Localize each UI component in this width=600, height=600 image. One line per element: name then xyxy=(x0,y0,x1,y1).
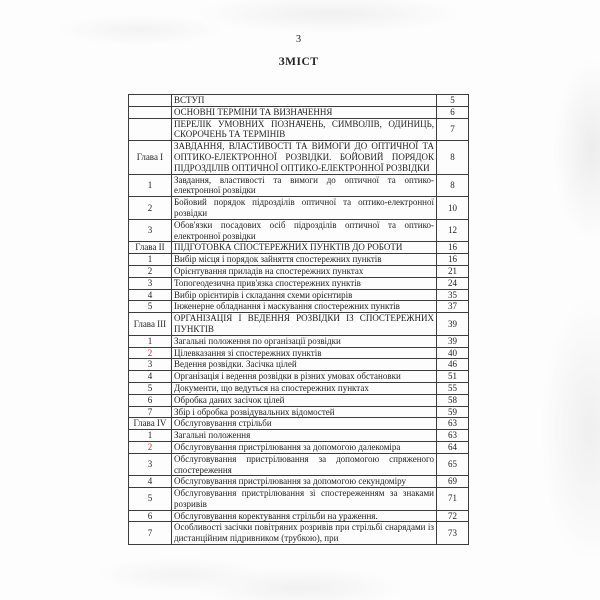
toc-chapter-cell: Глава IV xyxy=(129,418,172,430)
toc-chapter-cell: 5 xyxy=(129,488,172,511)
toc-chapter-cell: 2 xyxy=(129,441,172,453)
toc-row xyxy=(129,106,469,118)
toc-title-cell: Завдання, властивості та вимоги до оптичної та оптико-електронної розвідки xyxy=(172,174,437,197)
toc-title-cell: Загальні положення по організації розвідки xyxy=(172,335,437,347)
toc-page-cell: 21 xyxy=(437,265,469,277)
toc-page-cell: 71 xyxy=(437,488,469,511)
toc-page-cell: 6 xyxy=(437,106,469,118)
toc-title-cell: Топогеодезична прив'язка спостережних пунктів xyxy=(172,277,437,289)
toc-title-cell: Ведення розвідки. Засічка цілей xyxy=(172,359,437,371)
toc-row xyxy=(129,394,469,406)
toc-title-cell: Обробка даних засічок цілей xyxy=(172,394,437,406)
toc-row xyxy=(129,441,469,453)
toc-row xyxy=(129,277,469,289)
toc-row xyxy=(129,371,469,383)
toc-title-cell: Збір і обробка розвідувальних відомостей xyxy=(172,406,437,418)
toc-chapter-cell: 7 xyxy=(129,522,172,545)
toc-row xyxy=(129,382,469,394)
toc-table xyxy=(128,94,469,545)
toc-row xyxy=(129,289,469,301)
toc-title-cell: Інженерне обладнання і маскування спостережних пунктів xyxy=(172,301,437,313)
toc-row xyxy=(129,453,469,476)
toc-page-cell: 35 xyxy=(437,289,469,301)
toc-chapter-cell: 6 xyxy=(129,394,172,406)
toc-title-cell: ПЕРЕЛІК УМОВНИХ ПОЗНАЧЕНЬ, СИМВОЛІВ, ОДИНИЦЬ, СКОРОЧЕНЬ ТА ТЕРМІНІВ xyxy=(172,118,437,141)
toc-chapter-cell: 1 xyxy=(129,174,172,197)
toc-page-cell: 63 xyxy=(437,430,469,442)
toc-row xyxy=(129,522,469,545)
toc-title-cell: Документи, що ведуться на спостережних пунктах xyxy=(172,382,437,394)
toc-chapter-cell: 2 xyxy=(129,197,172,220)
toc-chapter-cell: 3 xyxy=(129,453,172,476)
toc-page-cell: 58 xyxy=(437,394,469,406)
toc-page-cell: 40 xyxy=(437,347,469,359)
toc-body xyxy=(129,95,469,545)
toc-page-cell: 39 xyxy=(437,313,469,336)
toc-title-cell: ОРГАНІЗАЦІЯ І ВЕДЕННЯ РОЗВІДКИ ІЗ СПОСТЕРЕЖНИХ ПУНКТІВ xyxy=(172,313,437,336)
toc-title-cell: Бойовий порядок підрозділів оптичної та оптико-електронної розвідки xyxy=(172,197,437,220)
toc-page-cell: 63 xyxy=(437,418,469,430)
toc-row xyxy=(129,197,469,220)
toc-page-cell: 7 xyxy=(437,118,469,141)
toc-chapter-cell: 6 xyxy=(129,510,172,522)
toc-page-cell: 39 xyxy=(437,335,469,347)
toc-title-cell: Вибір місця і порядок зайняття спостережних пунктів xyxy=(172,254,437,266)
toc-chapter-cell: 4 xyxy=(129,476,172,488)
toc-row xyxy=(129,488,469,511)
toc-page-cell: 65 xyxy=(437,453,469,476)
toc-page-cell: 5 xyxy=(437,95,469,107)
toc-chapter-cell: Глава I xyxy=(129,141,172,174)
toc-page-cell: 16 xyxy=(437,254,469,266)
toc-row xyxy=(129,141,469,174)
toc-row xyxy=(129,174,469,197)
toc-title-cell: ВСТУП xyxy=(172,95,437,107)
toc-row xyxy=(129,242,469,254)
toc-page-cell: 73 xyxy=(437,522,469,545)
toc-row xyxy=(129,335,469,347)
toc-chapter-cell: 3 xyxy=(129,277,172,289)
toc-row xyxy=(129,359,469,371)
toc-title-cell: Обслуговування пристрілювання за допомогою далекоміра xyxy=(172,441,437,453)
toc-title-cell: Обслуговування пристрілювання за допомогою спряженого спостереження xyxy=(172,453,437,476)
toc-row xyxy=(129,406,469,418)
toc-chapter-cell: 1 xyxy=(129,335,172,347)
toc-row xyxy=(129,301,469,313)
toc-page-cell: 51 xyxy=(437,371,469,383)
toc-page-cell: 37 xyxy=(437,301,469,313)
toc-page-cell: 69 xyxy=(437,476,469,488)
toc-title-cell: Загальні положення xyxy=(172,430,437,442)
toc-row xyxy=(129,95,469,107)
toc-chapter-cell: 5 xyxy=(129,301,172,313)
toc-page-cell: 72 xyxy=(437,510,469,522)
page-folio: 3 xyxy=(295,34,302,45)
toc-title-cell: Вибір орієнтирів і складання схеми орієнтирів xyxy=(172,289,437,301)
toc-page-cell: 10 xyxy=(437,197,469,220)
toc-page-cell: 12 xyxy=(437,219,469,242)
toc-chapter-cell xyxy=(129,106,172,118)
toc-page-cell: 59 xyxy=(437,406,469,418)
toc-title-cell: Обслуговування коректування стрільби на ураження. xyxy=(172,510,437,522)
toc-title-cell: Обслуговування пристрілювання зі спостереженням за знаками розривів xyxy=(172,488,437,511)
toc-page-cell: 8 xyxy=(437,174,469,197)
toc-title-cell: Цілевказання зі спостережних пунктів xyxy=(172,347,437,359)
toc-title-cell: Обслуговування стрільби xyxy=(172,418,437,430)
toc-title-cell: Обслуговування пристрілювання за допомогою секундоміру xyxy=(172,476,437,488)
page-title: ЗМІСТ xyxy=(278,56,319,68)
toc-page-cell: 46 xyxy=(437,359,469,371)
toc-chapter-cell xyxy=(129,95,172,107)
toc-title-cell: Орієнтування приладів на спостережних пунктах xyxy=(172,265,437,277)
toc-chapter-cell: 1 xyxy=(129,430,172,442)
toc-chapter-cell: 1 xyxy=(129,254,172,266)
toc-row xyxy=(129,313,469,336)
toc-chapter-cell: 5 xyxy=(129,382,172,394)
toc-page-cell: 16 xyxy=(437,242,469,254)
toc-page-cell: 8 xyxy=(437,141,469,174)
toc-row xyxy=(129,430,469,442)
toc-page-cell: 55 xyxy=(437,382,469,394)
toc-chapter-cell: Глава III xyxy=(129,313,172,336)
toc-chapter-cell: 3 xyxy=(129,359,172,371)
toc-row xyxy=(129,219,469,242)
toc-row xyxy=(129,418,469,430)
toc-title-cell: Особливості засічки повітряних розривів при стрільбі снарядами із дистанційним підривником (трубкою), при xyxy=(172,522,437,545)
toc-title-cell: Організація і ведення розвідки в різних умовах обстановки xyxy=(172,371,437,383)
toc-chapter-cell: 3 xyxy=(129,219,172,242)
toc-sheet xyxy=(128,94,469,545)
toc-chapter-cell xyxy=(129,118,172,141)
toc-row xyxy=(129,510,469,522)
toc-chapter-cell: 7 xyxy=(129,406,172,418)
toc-title-cell: Обов'язки посадових осіб підрозділів оптичної та оптико-електронної розвідки xyxy=(172,219,437,242)
toc-title-cell: ЗАВДАННЯ, ВЛАСТИВОСТІ ТА ВИМОГИ ДО ОПТИЧНОЇ ТА ОПТИКО-ЕЛЕКТРОННОЇ РОЗВІДКИ. БОЙОВИЙ ПОРЯДОК ПІДРОЗДІЛІВ ОПТИЧНОЇ ОПТИКО-ЕЛЕКТРОННОЇ РОЗВІДКИ xyxy=(172,141,437,174)
toc-chapter-cell: 2 xyxy=(129,347,172,359)
toc-title-cell: ПІДГОТОВКА СПОСТЕРЕЖНИХ ПУНКТІВ ДО РОБОТИ xyxy=(172,242,437,254)
toc-row xyxy=(129,476,469,488)
toc-chapter-cell: Глава II xyxy=(129,242,172,254)
toc-row xyxy=(129,347,469,359)
toc-chapter-cell: 4 xyxy=(129,289,172,301)
toc-row xyxy=(129,118,469,141)
toc-chapter-cell: 2 xyxy=(129,265,172,277)
toc-title-cell: ОСНОВНІ ТЕРМІНИ ТА ВИЗНАЧЕННЯ xyxy=(172,106,437,118)
toc-page-cell: 64 xyxy=(437,441,469,453)
toc-chapter-cell: 4 xyxy=(129,371,172,383)
toc-row xyxy=(129,254,469,266)
toc-row xyxy=(129,265,469,277)
toc-page-cell: 24 xyxy=(437,277,469,289)
